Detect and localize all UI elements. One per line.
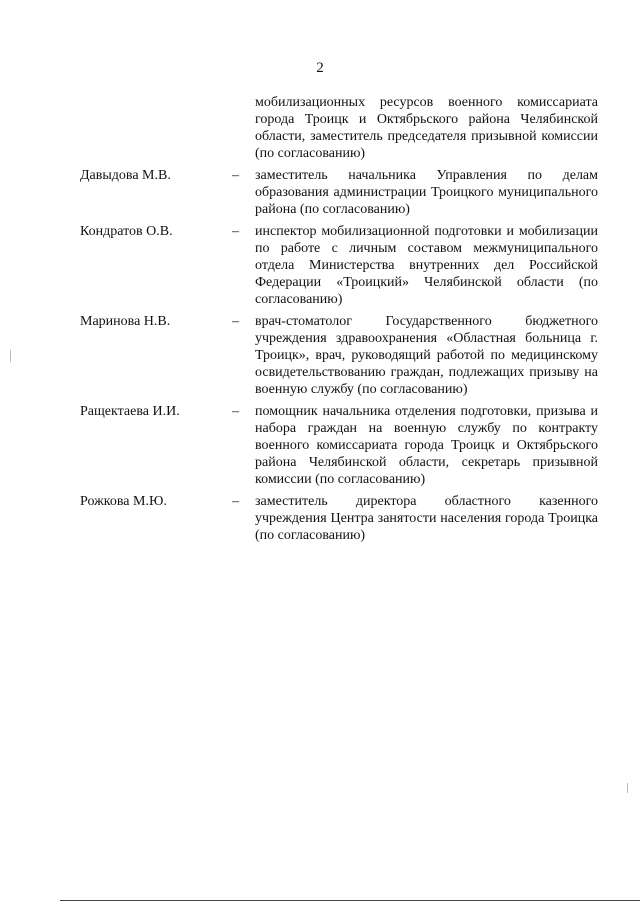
member-description: помощник начальника отделения подготовки, призыва и набора граждан на военную службу по контракту военного комиссариата города Троицк и Октябрьского района Челябинской области, секретарь призывной комиссии (по согласованию) — [255, 404, 598, 487]
commission-members-list — [0, 94, 640, 549]
member-name: Ращектаева И.И. — [80, 404, 180, 419]
member-dash: – — [232, 494, 239, 509]
member-entry-continuation — [0, 94, 640, 162]
member-name: Давыдова М.В. — [80, 168, 171, 183]
member-name: Кондратов О.В. — [80, 224, 173, 239]
member-name: Рожкова М.Ю. — [80, 494, 167, 509]
member-description: врач-стоматолог Государственного бюджетного учреждения здравоохранения «Областная больница г. Троицк», врач, руководящий работой по медицинскому освидетельствованию граждан, подлежащих призыву на военную службу (по согласованию) — [255, 314, 598, 397]
member-dash: – — [232, 168, 239, 183]
member-entry — [0, 493, 640, 544]
member-dash: – — [232, 224, 239, 239]
member-description: заместитель директора областного казенного учреждения Центра занятости населения города Троицка (по согласованию) — [255, 494, 598, 543]
member-name: Маринова Н.В. — [80, 314, 171, 329]
member-dash: – — [232, 314, 239, 329]
member-entry — [0, 403, 640, 488]
page-number: 2 — [316, 60, 324, 76]
member-dash: – — [232, 404, 239, 419]
member-description: мобилизационных ресурсов военного комиссариата города Троицк и Октябрьского района Челябинской области, заместитель председателя призывной комиссии (по согласованию) — [255, 95, 598, 161]
scan-speck — [10, 350, 11, 362]
member-entry — [0, 313, 640, 398]
member-description: инспектор мобилизационной подготовки и мобилизации по работе с личным составом межмуниципального отдела Министерства внутренних дел Российской Федерации «Троицкий» Челябинской области (по согласованию) — [255, 224, 598, 307]
member-description: заместитель начальника Управления по делам образования администрации Троицкого муниципального района (по согласованию) — [255, 168, 598, 217]
member-entry — [0, 167, 640, 218]
member-entry — [0, 223, 640, 308]
scan-bottom-edge — [60, 900, 640, 901]
scan-speck — [627, 783, 628, 793]
